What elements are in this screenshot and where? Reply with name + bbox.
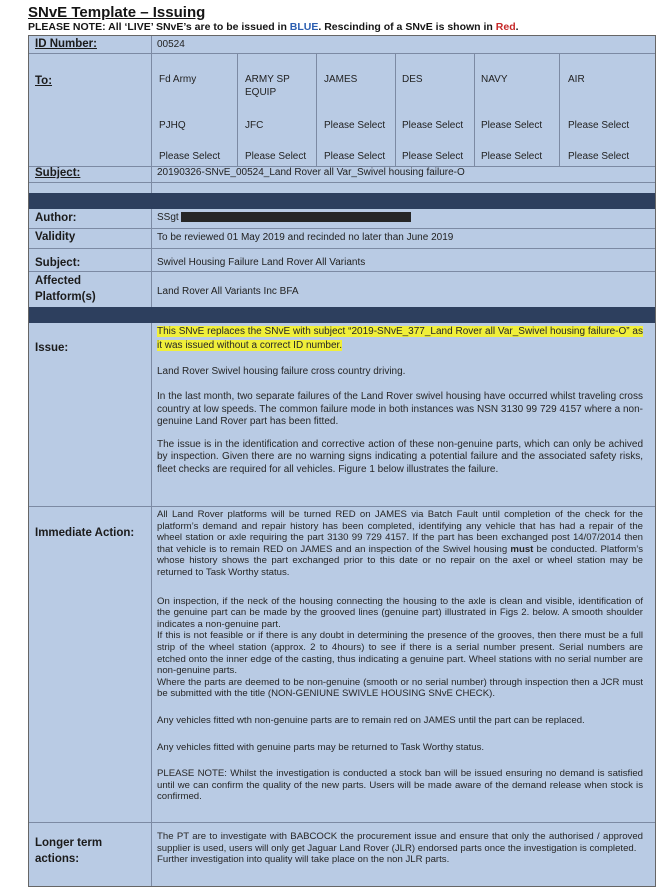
recipient-cell[interactable]: AIR xyxy=(568,74,585,85)
recipient-cell[interactable]: JAMES xyxy=(324,74,358,85)
divider xyxy=(29,182,655,183)
id-number-label: ID Number: xyxy=(35,38,97,50)
affected-platforms-label: Affected Platform(s) xyxy=(35,275,96,303)
author-value[interactable] xyxy=(157,212,411,223)
divider xyxy=(29,248,655,249)
snve-form xyxy=(28,35,656,887)
note-end: . xyxy=(515,21,519,33)
subject-value[interactable]: 20190326-SNvE_00524_Land Rover all Var_Swivel housing failure-O xyxy=(157,167,465,178)
template-title: SNvE Template – Issuing xyxy=(28,4,206,21)
immediate-action-label: Immediate Action: xyxy=(35,527,135,539)
note-red-word: Red xyxy=(495,21,516,33)
action-paragraph: Any vehicles fitted wth non-genuine parts are to remain red on JAMES until the part can be replaced. xyxy=(157,714,585,726)
longer-term-body xyxy=(157,831,643,866)
divider xyxy=(29,506,655,507)
divider xyxy=(316,53,317,166)
author-rank: SSgt xyxy=(157,212,179,223)
divider xyxy=(29,53,655,54)
action-paragraph: Where the parts are deemed to be non-genuine (smooth or no serial number) through inspection then a JCR must be submitted with the title (NON-GENIUNE SWIVLE HOUSING SNvE CHECK). xyxy=(157,676,643,700)
redacted-name-block xyxy=(181,212,411,222)
recipient-select[interactable]: JFC xyxy=(245,120,264,131)
divider xyxy=(237,53,238,166)
divider xyxy=(29,822,655,823)
validity-label: Validity xyxy=(35,231,76,243)
action-paragraph: If this is not feasible or if there is any doubt in determining the presence of the grooves, then there must be a full strip of the wheel station (approx. 2 to 4hours) to see if there is a serial number present. Serial numbers are etched onto the inner edge of the casting, thus indicating a genuine part. Wheel stations with no serial number are non-genuine parts. xyxy=(157,630,643,677)
divider xyxy=(395,53,396,166)
longer-term-paragraph: The PT are to investigate with BABCOCK the procurement issue and ensure that only the authorised / approved supplier is used, users will only get Jaguar Land Rover (JLR) endorsed parts once the investigation is completed. xyxy=(157,831,643,854)
issue-paragraph: The issue is in the identification and corrective action of these non-genuine parts, which can only be achived by inspection. Given there are no warning signs indicating a potential failure and the associated safety risks, fleet checks are required for all vehicles. Figure 1 below illustrates the failure. xyxy=(157,438,643,475)
action-emphasis: must xyxy=(510,543,534,555)
recipient-select[interactable]: Please Select xyxy=(481,120,543,131)
subject-label: Subject: xyxy=(35,167,81,179)
action-paragraph: PLEASE NOTE: Whilst the investigation is conducted a stock ban will be issued ensuring no demand is satisfied until we can confirm the quality of the new parts. Users will be made aware of the demand release when stock is confirmed. xyxy=(157,768,643,803)
longer-term-paragraph: Further investigation into quality will take place on the non JLR parts. xyxy=(157,854,450,866)
recipient-select[interactable]: Please Select xyxy=(324,120,386,131)
action-text: be conducted. Platform’s whose history shows the part exchanged prior to this date or no repair on the axel or wheel station may be returned to Task Worthy status. xyxy=(157,543,643,578)
divider xyxy=(29,271,655,272)
action-text: All Land Rover platforms will be turned RED on JAMES via Batch Fault until completion of the check for the platform’s demand and repair history has been completed, identifying any vehicle that has had a repair of the wheel station or axle requiring the part 3130 99 729 4157. If the part has been exchanged post 14/07/2014 then that vehicle is to remain RED on JAMES and an inspection of the Swivel housing xyxy=(157,509,643,555)
author-label: Author: xyxy=(35,212,77,224)
issue-paragraph: In the last month, two separate failures of the Land Rover swivel housing have occurred whilst traveling cross country at low speeds. The common failure mode in both instances was NSN 3130 99 729 4157 where a non-genuine Land Rover part has been fitted. xyxy=(157,391,643,427)
action-paragraph xyxy=(157,509,643,579)
recipient-select[interactable]: Please Select xyxy=(324,151,386,162)
recipient-select[interactable]: Please Select xyxy=(568,120,630,131)
section-band xyxy=(29,307,655,323)
recipient-cell[interactable]: Fd Army xyxy=(159,74,197,85)
recipient-select[interactable]: PJHQ xyxy=(159,120,186,131)
recipient-select[interactable]: Please Select xyxy=(402,151,464,162)
validity-value[interactable]: To be reviewed 01 May 2019 and recinded no later than June 2019 xyxy=(157,232,454,243)
recipient-select[interactable]: Please Select xyxy=(402,120,464,131)
action-paragraph: Any vehicles fitted with genuine parts may be returned to Task Worthy status. xyxy=(157,741,485,753)
recipient-select[interactable]: Please Select xyxy=(481,151,543,162)
action-paragraph: On inspection, if the neck of the housing connecting the housing to the axle is clean and visible, identification of the genuine part can be made by the grooved lines (genuine part) illustrated in Figs 2. below. A smooth shoulder indicates a non-genuine part. xyxy=(157,595,643,630)
recipient-cell[interactable]: NAVY xyxy=(481,74,508,85)
longer-term-label: Longer term actions: xyxy=(35,837,103,865)
issue-paragraph: Land Rover Swivel housing failure cross country driving. xyxy=(157,366,406,377)
recipient-cell[interactable]: DES xyxy=(402,74,423,85)
section-band xyxy=(29,193,655,209)
divider xyxy=(474,53,475,166)
immediate-action-body xyxy=(157,509,643,803)
issuing-note xyxy=(28,21,519,33)
affected-platforms-value[interactable]: Land Rover All Variants Inc BFA xyxy=(157,286,299,297)
recipient-select[interactable]: Please Select xyxy=(245,151,307,162)
note-blue-word: BLUE xyxy=(289,21,319,33)
note-prefix: PLEASE NOTE: All ‘LIVE’ SNvE’s are to be issued in xyxy=(28,21,290,33)
label-column-divider xyxy=(151,36,152,886)
recipient-select[interactable]: Please Select xyxy=(159,151,221,162)
issue-label: Issue: xyxy=(35,342,69,354)
id-number-value[interactable]: 00524 xyxy=(157,39,185,50)
subject2-label: Subject: xyxy=(35,257,81,269)
replacement-highlight: This SNvE replaces the SNvE with subject “2019-SNvE_377_Land Rover all Var_Swivel housing failure-O” as it was issued without a correct ID number. xyxy=(157,326,643,351)
divider xyxy=(559,53,560,166)
issue-body xyxy=(157,325,643,484)
divider xyxy=(29,228,655,229)
note-middle: . Rescinding of a SNvE is shown in xyxy=(318,21,496,33)
recipient-select[interactable]: Please Select xyxy=(568,151,630,162)
to-label: To: xyxy=(35,75,53,87)
subject2-value[interactable]: Swivel Housing Failure Land Rover All Variants xyxy=(157,257,366,268)
recipient-cell[interactable]: ARMY SP EQUIP xyxy=(245,74,290,98)
